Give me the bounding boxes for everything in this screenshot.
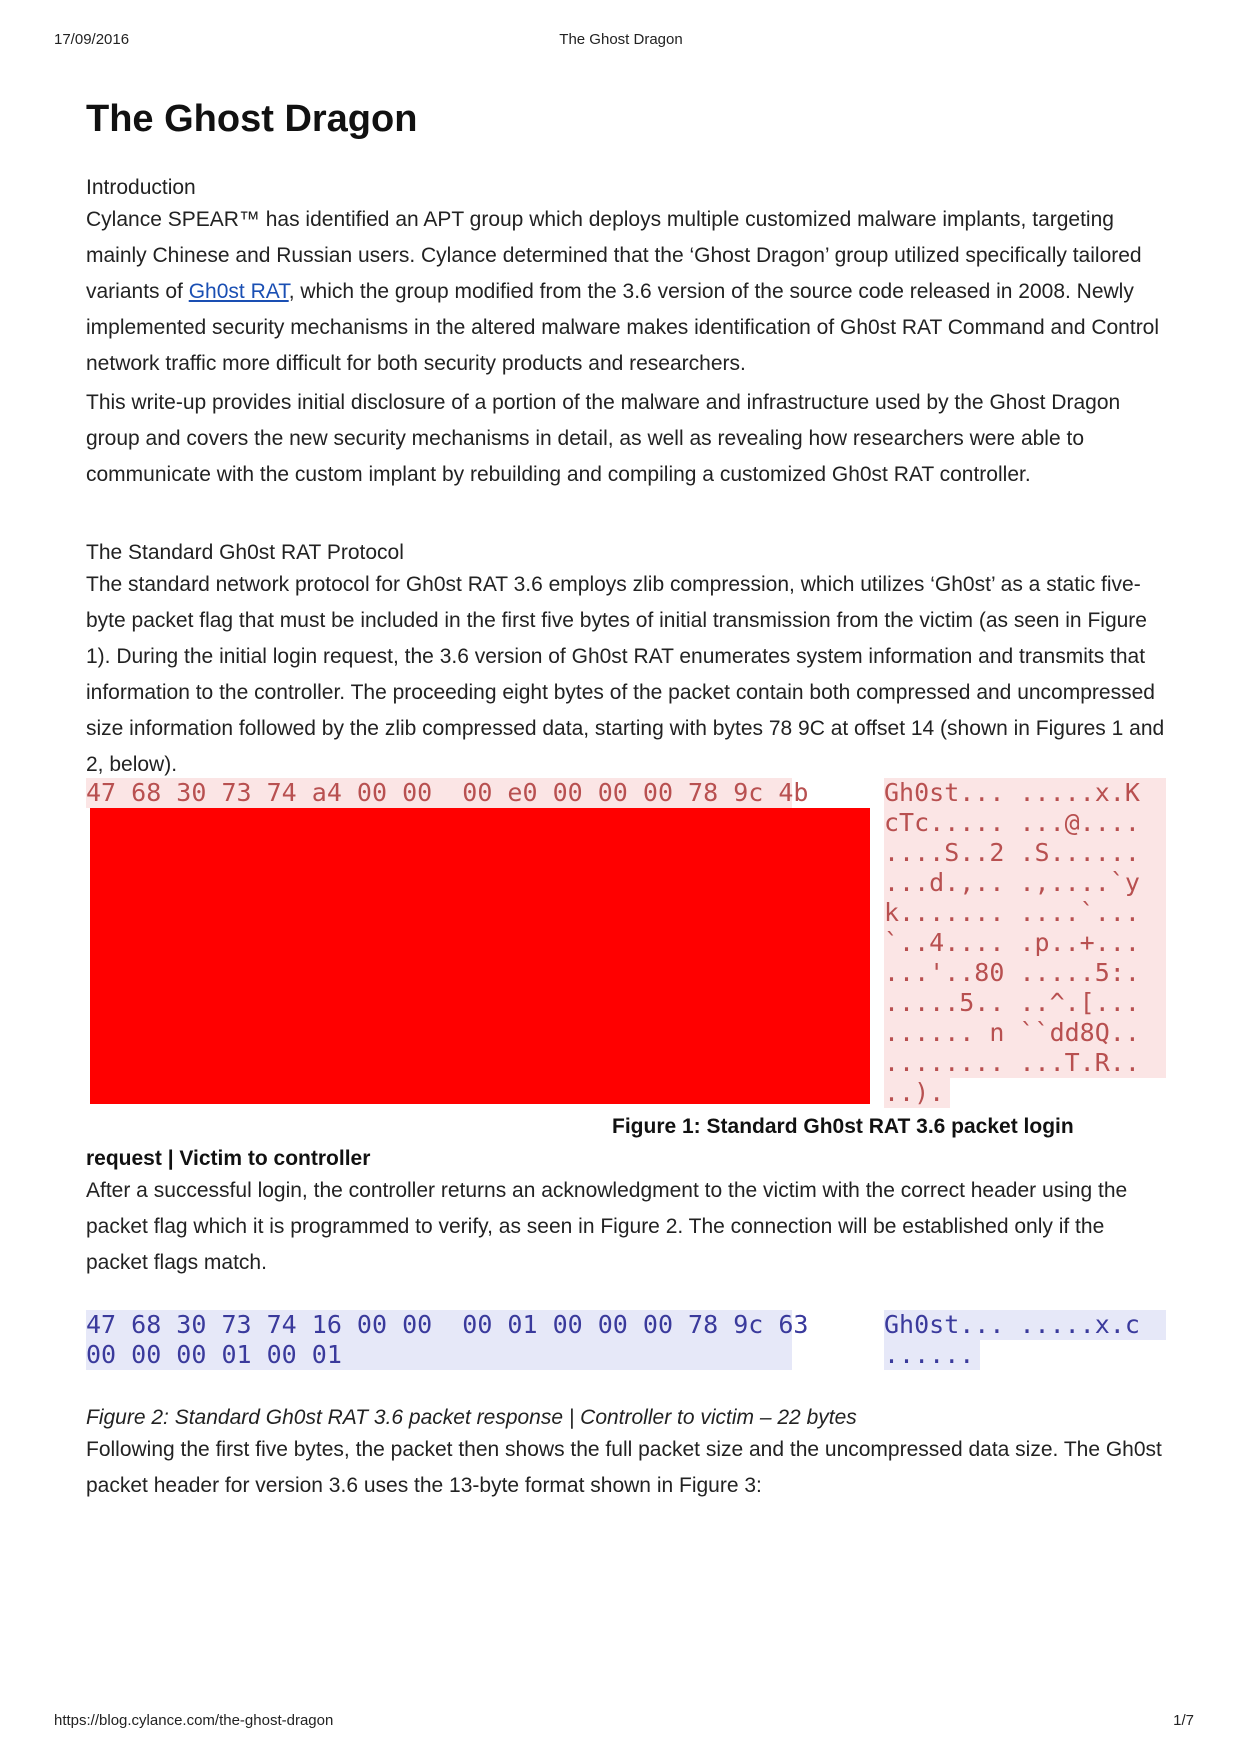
intro-heading: Introduction <box>86 176 196 199</box>
paragraph-acknowledgment: After a successful login, the controller returns an acknowledgment to the victim with the correct header using the packet flag which it is programmed to verify, as seen in Figure 2. The connection will be established only if the packet flags match. <box>86 1179 1128 1274</box>
figure1-ascii-row: ...d.,.. .,....`y <box>884 868 1166 898</box>
figure1-ascii-row: ...... n ``dd8Q.. <box>884 1018 1166 1048</box>
figure1-hex-row: 47 68 30 73 74 a4 00 00 00 e0 00 00 00 78 9c 4b <box>86 778 809 807</box>
section-heading: The Standard Gh0st RAT Protocol <box>86 541 404 564</box>
figure2-hexdump <box>86 1310 1166 1370</box>
figure1-ascii-row: cTc..... ...@.... <box>884 808 1166 838</box>
figure1-caption-cont: request | Victim to controller <box>86 1147 371 1170</box>
figure1-ascii-row: ........ ...T.R.. <box>884 1048 1166 1078</box>
figure1-ascii-row: ....S..2 .S...... <box>884 838 1166 868</box>
footer-url: https://blog.cylance.com/the-ghost-dragon <box>54 1712 334 1729</box>
figure1-ascii-row: k....... ....`... <box>884 898 1166 928</box>
intro-paragraph <box>86 202 1166 382</box>
figure1-ascii-row: .....5.. ..^.[... <box>884 988 1166 1018</box>
paragraph-disclosure: This write-up provides initial disclosure of a portion of the malware and infrastructure used by the Ghost Dragon group and covers the new security mechanisms in detail, as well as revealing how researchers were able to communicate with the custom implant by rebuilding and compiling a customized Gh0st RAT controller. <box>86 391 1121 486</box>
figure2-ascii-row: Gh0st... .....x.c <box>884 1310 1166 1340</box>
gh0st-rat-link[interactable]: Gh0st RAT <box>188 280 289 303</box>
figure2-ascii-row: ...... <box>884 1340 980 1370</box>
figure1-caption: Figure 1: Standard Gh0st RAT 3.6 packet login <box>612 1115 1074 1138</box>
figure2-caption: Figure 2: Standard Gh0st RAT 3.6 packet response | Controller to victim – 22 bytes <box>86 1406 857 1429</box>
header-date: 17/09/2016 <box>54 31 130 48</box>
paragraph-protocol: The standard network protocol for Gh0st RAT 3.6 employs zlib compression, which utilizes ‘Gh0st’ as a static five-byte packet flag that must be included in the first five bytes of initial transmission from the victim (as seen in Figure 1). During the initial login request, the 3.6 version of Gh0st RAT enumerates system information and transmits that information to the controller. The proceeding eight bytes of the packet contain both compressed and uncompressed size information followed by the zlib compressed data, starting with bytes 78 9C at offset 14 (shown in Figures 1 and 2, below). <box>86 573 1165 776</box>
figure1-hexdump <box>86 778 1166 1108</box>
figure1-ascii-row: ..). <box>884 1078 950 1108</box>
article-title: The Ghost Dragon <box>86 98 418 140</box>
footer-page-number: 1/7 <box>1173 1712 1194 1729</box>
figure1-ascii-row: Gh0st... .....x.K <box>884 778 1166 808</box>
figure1-ascii-row: `..4.... .p..+... <box>884 928 1166 958</box>
intro-text-end: , which the group modified from the 3.6 version of the source code released in 2008. Newly implemented security mechanisms in the altered malware makes identification of Gh0st RAT Command and Control network traffic more difficult for both security products and researchers. <box>86 280 1160 375</box>
figure2-hex-row: 47 68 30 73 74 16 00 00 00 01 00 00 00 78 9c 63 <box>86 1310 809 1339</box>
figure2-hex-row: 00 00 00 01 00 01 <box>86 1340 792 1370</box>
figure1-redaction <box>90 808 870 1104</box>
figure1-ascii-row: ...'..80 .....5:. <box>884 958 1166 988</box>
intro-text-start: Cylance SPEAR™ has identified an APT group which deploys multiple customized malware implants, targeting mainly Chinese and Russian users. Cylance determined that the ‘Ghost Dragon’ group utilized specifically tailored variants of <box>86 208 1142 303</box>
header-title: The Ghost Dragon <box>559 31 683 48</box>
paragraph-header-format: Following the first five bytes, the packet then shows the full packet size and the uncompressed data size. The Gh0st packet header for version 3.6 uses the 13-byte format shown in Figure 3: <box>86 1438 1162 1497</box>
